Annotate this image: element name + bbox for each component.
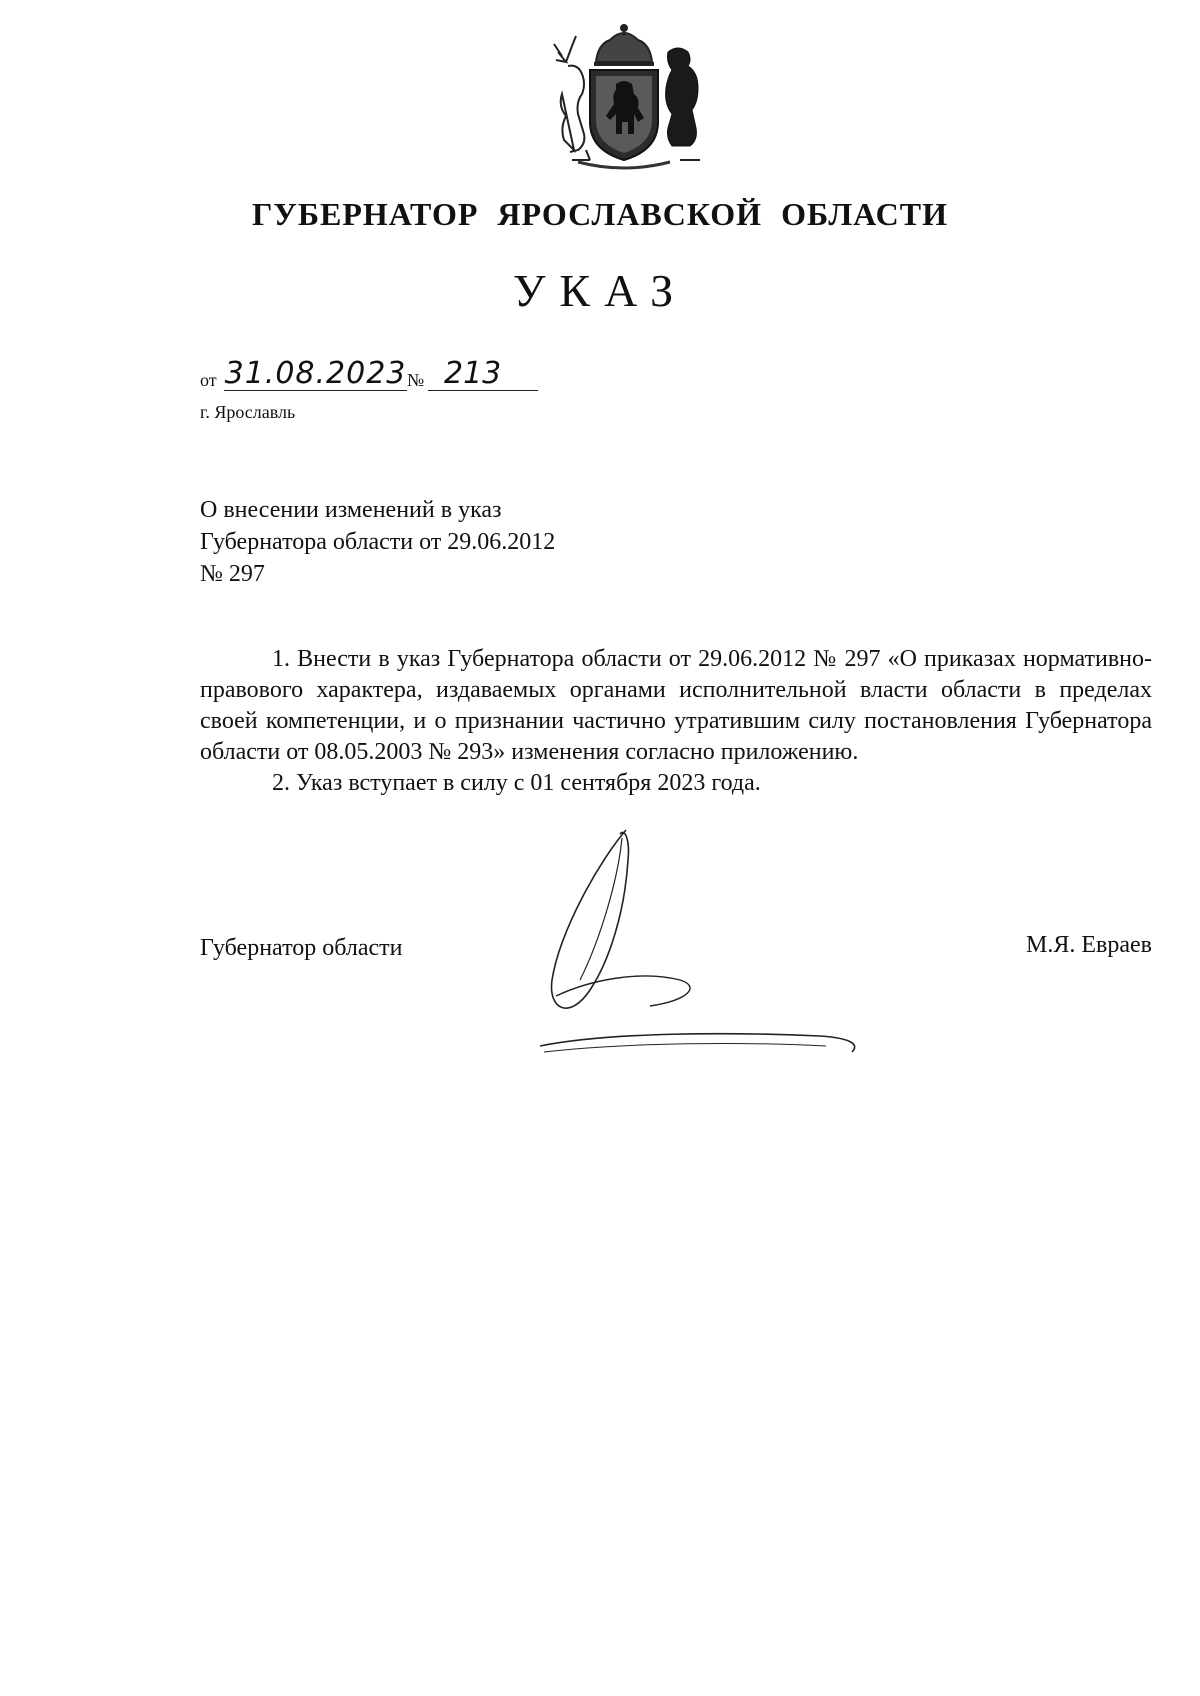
signatory-position: Губернатор области <box>200 935 403 961</box>
document-date: 31.08.2023 <box>224 356 407 391</box>
coat-of-arms-emblem <box>538 22 710 172</box>
handwritten-signature <box>530 820 910 1070</box>
subject-line: Губернатора области от 29.06.2012 <box>200 529 556 555</box>
date-prefix: от <box>200 370 217 390</box>
date-underline <box>224 390 407 391</box>
issuing-authority: ГУБЕРНАТОР ЯРОСЛАВСКОЙ ОБЛАСТИ <box>251 196 949 232</box>
subject-line: № 297 <box>200 561 265 587</box>
document-subject <box>200 494 720 590</box>
document-number: 213 <box>444 356 502 391</box>
subject-line: О внесении изменений в указ <box>200 497 502 523</box>
body-paragraph: 1. Внести в указ Губернатора области от 29.06.2012 № 297 «О приказах нормативно-правового характера, издаваемых органами исполнительной власти области в пределах своей компетенции, и о признании частично утратившим силу постановления Губернатора области от 08.05.2003 № 293» изменения согласно приложению. <box>200 646 1152 765</box>
document-body <box>200 644 1152 799</box>
body-paragraph: 2. Указ вступает в силу с 01 сентября 2023 года. <box>272 770 761 796</box>
document-type-title: УКАЗ <box>512 265 688 316</box>
number-sign: № <box>407 370 425 390</box>
signatory-name: М.Я. Евраев <box>1026 932 1152 958</box>
number-underline <box>428 390 538 391</box>
issue-city: г. Ярославль <box>200 402 296 422</box>
date-number-line <box>200 358 540 398</box>
